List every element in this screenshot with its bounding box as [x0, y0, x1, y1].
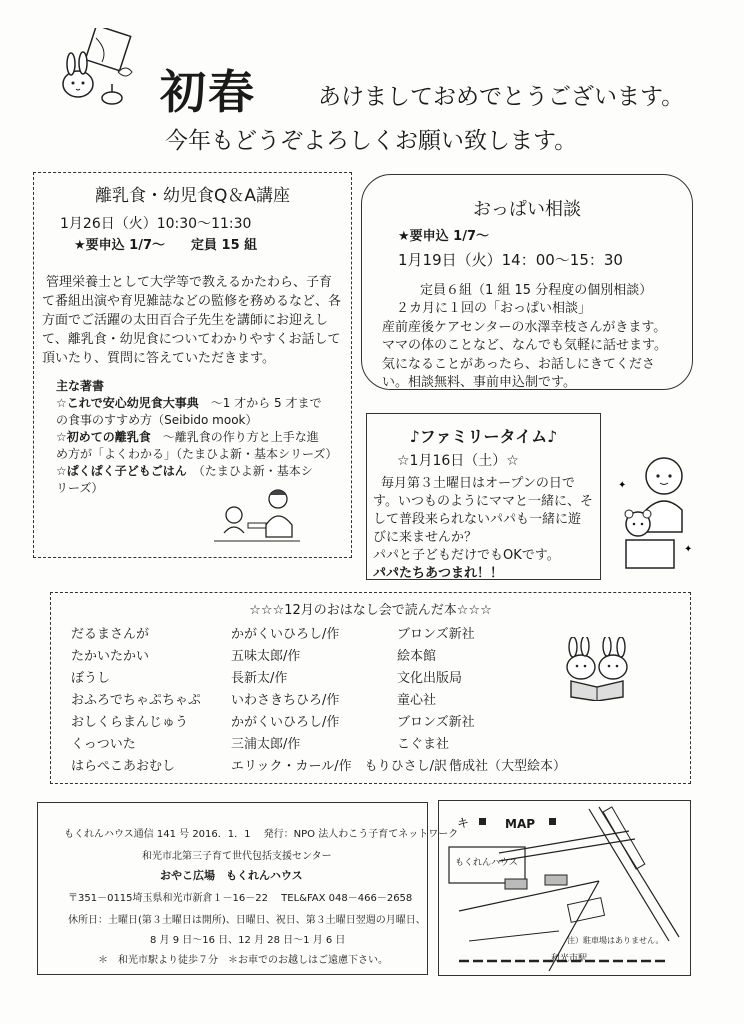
book-author: いわさきちひろ/作: [231, 693, 340, 708]
access-note: ＊ 和光市駅より徒歩７分 ＊お車でのお越しはご遠慮下さい。: [98, 955, 388, 966]
newsletter-info-box: [37, 802, 459, 975]
weaning-body-line: 頂いたり、質問に答えていただきます。: [42, 351, 275, 366]
rabbit-kite-illustration: [56, 28, 140, 112]
area-map: [439, 801, 690, 975]
breastfeeding-body-line: 産前産後ケアセンターの水澤幸枝さんがきます。: [382, 320, 667, 335]
works-item-text: リーズ）: [56, 481, 104, 495]
works-item-title: ☆ぱくぱく子どもごはん: [56, 464, 187, 478]
weaning-lecture-apply: ★要申込 1/7～ 定員 15 組: [74, 238, 258, 253]
address-phone: 〒351－0115埼玉県和光市新倉１－16－22 TEL&FAX 048－466－2658: [68, 893, 413, 904]
works-item: [56, 428, 319, 445]
closed-dates: 8 月 9 日～16 日、12 月 28 日～1 月 6 日: [150, 935, 346, 946]
map-station-label: 和光市駅: [551, 954, 588, 964]
book-publisher: こぐま社: [397, 737, 450, 752]
breastfeeding-consultation-box: [361, 174, 693, 390]
svg-text:✦: ✦: [684, 544, 693, 555]
works-heading: 主な著書: [56, 379, 105, 393]
book-title: おふろでちゃぷちゃぷ: [71, 693, 201, 708]
book-publisher: ブロンズ新社: [397, 715, 475, 730]
book-publisher: 偕成社（大型絵本）: [449, 759, 567, 774]
rabbits-reading-illustration: [551, 637, 645, 701]
breastfeeding-body-line: 気になることがあったら、お話しにきてくださ: [382, 357, 655, 372]
weaning-body-line: 管理栄養士として大学等で教えるかたわら、子育: [46, 275, 333, 290]
works-item: [56, 394, 321, 411]
works-item: [56, 479, 103, 496]
family-body-line: パパと子どもだけでもOKです。: [373, 548, 560, 563]
book-author: かがくいひろし/作: [231, 715, 340, 730]
breastfeeding-apply: ★要申込 1/7～: [398, 229, 490, 244]
book-author: かがくいひろし/作: [231, 627, 340, 642]
works-item-title: ☆これで安心幼児食大事典: [56, 396, 199, 410]
works-item: [56, 462, 313, 479]
weaning-lecture-date: 1月26日（火）10:30～11:30: [60, 216, 252, 232]
storytime-books-box: [50, 592, 691, 784]
svg-text:✦: ✦: [618, 480, 627, 491]
works-item: [56, 411, 258, 428]
book-title: だるまさんが: [71, 627, 150, 642]
family-body-line: して普段来られないパパも一緒に遊: [373, 512, 582, 527]
works-item-title: ☆初めての離乳食: [56, 430, 151, 444]
weaning-lecture-title: 離乳食・幼児食Q＆A講座: [94, 186, 290, 206]
book-author: 五味太郎/作: [231, 649, 301, 664]
map-box: [438, 800, 691, 976]
book-title: ぼうし: [71, 671, 111, 686]
family-time-box: [366, 413, 601, 580]
child-bear-illustration: [612, 448, 698, 576]
map-parking-note: 注）駐車場はありません。: [567, 936, 664, 945]
svg-text:キ: キ: [457, 816, 470, 830]
closed-days: 休所日：土曜日(第３土曜日は開所)、日曜日、祝日、第３土曜日翌週の月曜日、: [68, 915, 426, 926]
weaning-body-line: て、離乳食・幼児食についてわかりやすくお話して: [42, 332, 341, 347]
book-publisher: 絵本館: [397, 649, 437, 664]
book-author: エリック・カール/作 もりひさし/訳: [231, 759, 447, 774]
breastfeeding-body-line: ママの体のことなど、なんでも気軽に話せます。: [382, 338, 667, 353]
family-body-line: びに来ませんか？: [373, 530, 478, 545]
works-item: [56, 445, 337, 462]
book-publisher: 童心社: [397, 693, 437, 708]
page-title: 初春: [160, 65, 256, 119]
works-item-text: （たまひよ新・基本シ: [186, 464, 313, 478]
family-body-line: す。いつものようにママと一緒に、そ: [373, 494, 593, 509]
family-time-date: ☆1月16日（土）☆: [397, 453, 519, 469]
works-item-text: ～離乳食の作り方と上手な進: [150, 430, 319, 444]
mother-baby-illustration: [212, 485, 302, 547]
weaning-lecture-box: [33, 172, 352, 558]
works-item-text: の食事のすすめ方（Seibido mook）: [56, 413, 258, 427]
storytime-books-title: ☆☆☆12月のおはなし会で読んだ本☆☆☆: [249, 603, 492, 618]
facility-name: おやこ広場 もくれんハウス: [160, 869, 303, 882]
book-title: くっついた: [71, 737, 136, 752]
weaning-body-line: 方面でご活躍の太田百合子先生を講師にお迎えし: [42, 313, 329, 328]
works-item-text: ～1 才から 5 才まで: [198, 396, 322, 410]
book-publisher: ブロンズ新社: [397, 627, 475, 642]
family-time-title: ♪ファミリータイム♪: [409, 427, 558, 446]
weaning-body-line: て番組出演や育児雑誌などの監修を務めるなど、各: [42, 294, 342, 309]
breastfeeding-consultation-title: おっぱい相談: [473, 199, 581, 220]
family-closing: パパたちあつまれ！！: [373, 566, 504, 581]
map-title: MAP: [505, 817, 536, 831]
map-house-label: もくれんハウス: [455, 858, 518, 868]
family-body-line: 毎月第３土曜日はオープンの日で: [381, 476, 575, 491]
book-title: たかいたかい: [71, 649, 150, 664]
breastfeeding-body-line: ２カ月に１回の「おっぱい相談」: [396, 301, 592, 316]
greeting-line-1: あけましておめでとうございます。: [318, 84, 685, 110]
book-author: 三浦太郎/作: [231, 737, 301, 752]
book-title: はらぺこあおむし: [71, 759, 176, 774]
breastfeeding-date: 1月19日（火）14：00～15：30: [398, 251, 623, 269]
newsletter-issue: もくれんハウス通信 141 号 2016．1．1 発行：NPO 法人わこう子育てネットワーク: [64, 829, 459, 840]
breastfeeding-body-line: い。相談無料、事前申込制です。: [382, 375, 576, 390]
breastfeeding-body-line: 定員６組（1 組 15 分程度の個別相談）: [420, 283, 653, 298]
greeting-line-2: 今年もどうぞよろしくお願い致します。: [165, 128, 578, 154]
book-author: 長新太/作: [231, 671, 288, 686]
works-item-text: め方が「よくわかる」（たまひよ新・基本シリーズ）: [56, 447, 338, 461]
center-name: 和光市北第三子育て世代包括支援センター: [142, 851, 332, 862]
book-title: おしくらまんじゅう: [71, 715, 189, 730]
book-publisher: 文化出版局: [397, 671, 463, 686]
